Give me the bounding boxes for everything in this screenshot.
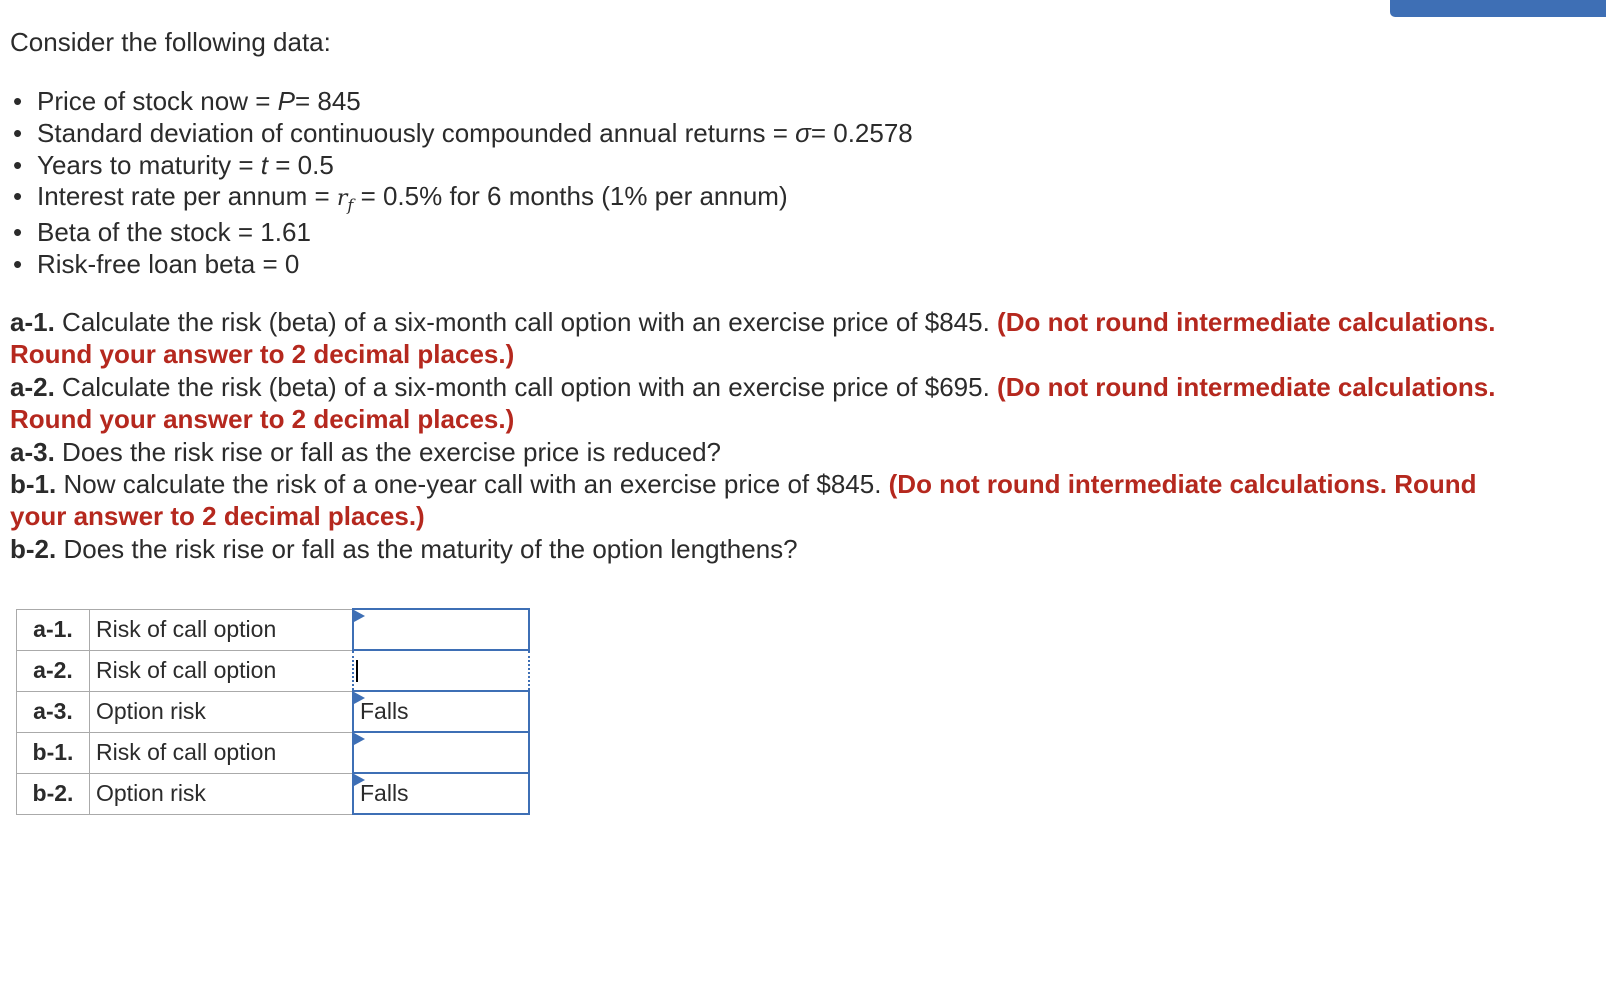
question-a2-note: Round your answer to 2 decimal places.) — [10, 404, 515, 435]
data-item-beta: • Beta of the stock = 1.61 — [13, 217, 311, 247]
table-row — [17, 609, 530, 650]
row-code: a-3. — [17, 691, 90, 732]
row-code: a-2. — [17, 650, 90, 691]
bullet-icon: • — [13, 150, 23, 180]
bullet-icon: • — [13, 118, 23, 148]
row-description: Risk of call option — [90, 650, 354, 691]
data-item-years: • Years to maturity = t = 0.5 — [13, 150, 334, 180]
question-a2: a-2. Calculate the risk (beta) of a six-month call option with an exercise price of $695. (Do not round intermediate calculations. — [10, 371, 1496, 402]
table-row — [17, 773, 530, 814]
answer-cell-a1[interactable] — [353, 609, 529, 650]
row-code: b-1. — [17, 732, 90, 773]
answer-dropdown-a3[interactable] — [353, 691, 529, 732]
intro-text: Consider the following data: — [10, 27, 331, 57]
table-row — [17, 732, 530, 773]
data-item-rate: • Interest rate per annum = $r_f = 0.5\%$ for 6 months (1% per annum) — [13, 181, 788, 215]
answer-input-a1[interactable] — [358, 614, 524, 645]
answer-dropdown-b2[interactable] — [353, 773, 529, 814]
questions — [10, 306, 1606, 565]
data-list — [0, 86, 913, 281]
row-code: b-2. — [17, 773, 90, 814]
answer-cell-a2[interactable] — [353, 650, 529, 691]
row-code: a-1. — [17, 609, 90, 650]
question-a3: a-3. Does the risk rise or fall as the exercise price is reduced? — [10, 436, 721, 467]
bullet-icon: • — [13, 86, 23, 116]
top-action-button[interactable] — [1390, 0, 1606, 17]
answer-table — [16, 608, 530, 815]
dropdown-selected-value: Falls — [360, 780, 409, 806]
bullet-icon: • — [13, 249, 23, 279]
row-description: Option risk — [90, 691, 354, 732]
dropdown-selected-value: Falls — [360, 698, 409, 724]
answer-cell-b1[interactable] — [353, 732, 529, 773]
question-a1-note: Round your answer to 2 decimal places.) — [10, 339, 515, 370]
table-row — [17, 650, 530, 691]
question-b1-note: your answer to 2 decimal places.) — [10, 501, 425, 532]
question-b2: b-2. Does the risk rise or fall as the maturity of the option lengthens? — [10, 533, 798, 564]
data-item-riskfree: • Risk-free loan beta = 0 — [13, 249, 300, 279]
row-description: Option risk — [90, 773, 354, 814]
answer-input-b1[interactable] — [358, 737, 524, 768]
data-item-sigma: • Standard deviation of continuously compounded annual returns = σ= 0.2578 — [13, 118, 913, 148]
row-description: Risk of call option — [90, 609, 354, 650]
question-a1: a-1. Calculate the risk (beta) of a six-month call option with an exercise price of $845. (Do not round intermediate calculations. — [10, 307, 1496, 337]
table-row — [17, 691, 530, 732]
bullet-icon: • — [13, 181, 23, 211]
data-item-price: • Price of stock now = P= 845 — [13, 86, 361, 116]
bullet-icon: • — [13, 217, 23, 247]
answer-input-a2[interactable] — [358, 655, 524, 686]
question-b1: b-1. Now calculate the risk of a one-year call with an exercise price of $845. (Do not round intermediate calculations. Round — [10, 469, 1477, 500]
row-description: Risk of call option — [90, 732, 354, 773]
